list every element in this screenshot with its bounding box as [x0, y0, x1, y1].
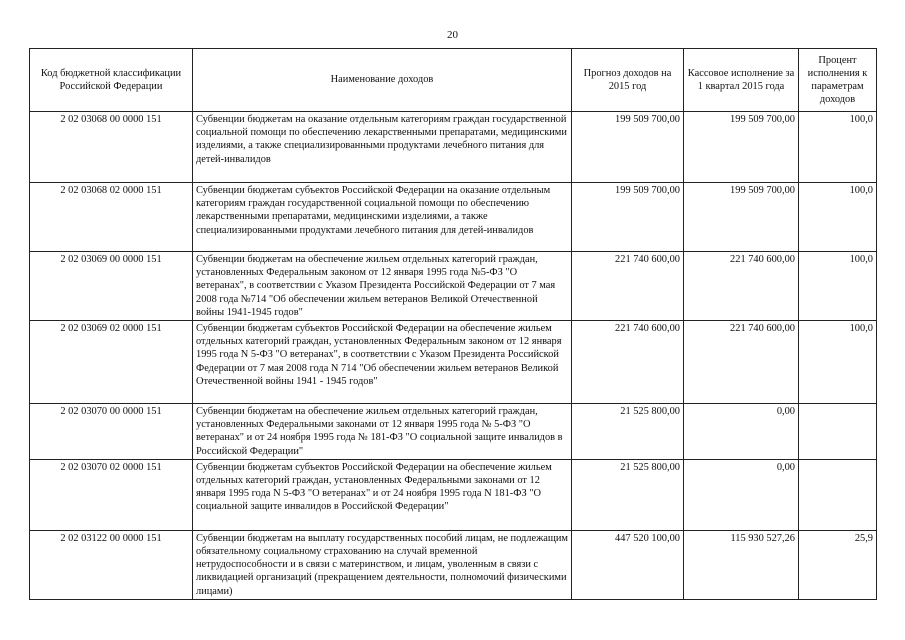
table-row: [30, 530, 877, 599]
table-row: [30, 321, 877, 404]
row-execution: 115 930 527,26: [684, 530, 799, 599]
row-name: Субвенции бюджетам субъектов Российской Федерации на обеспечение жильем отдельных категорий граждан, установленных Федеральным законом от 12 января 1995 года N 5-ФЗ "О ветеранах", в соответствии с Указом Президента Российской Федерации от 7 мая 2008 года N 714 "Об обеспечении жильем ветеранов Великой Отечественной войны 1941 - 1945 годов": [193, 321, 572, 404]
row-percent: 100,0: [799, 183, 877, 252]
row-forecast: 221 740 600,00: [572, 321, 684, 404]
row-code: 2 02 03069 02 0000 151: [30, 321, 193, 404]
row-execution: 0,00: [684, 404, 799, 460]
row-execution: 0,00: [684, 459, 799, 530]
row-forecast: 21 525 800,00: [572, 459, 684, 530]
row-code: 2 02 03068 02 0000 151: [30, 183, 193, 252]
table-row: [30, 112, 877, 183]
row-percent: 100,0: [799, 321, 877, 404]
row-execution: 199 509 700,00: [684, 183, 799, 252]
row-percent: 25,9: [799, 530, 877, 599]
row-name: Субвенции бюджетам субъектов Российской Федерации на оказание отдельным категориям граждан государственной социальной помощи по обеспечению лекарственными препаратами, медицинскими изделиями, а также специализированными продуктами лечебного питания для детей-инвалидов: [193, 183, 572, 252]
table-header-row: [30, 49, 877, 112]
revenue-table: [29, 48, 877, 600]
table-row: [30, 252, 877, 321]
row-execution: 199 509 700,00: [684, 112, 799, 183]
header-code: Код бюджетной классификации Российской Федерации: [30, 49, 193, 112]
header-execution: Кассовое исполнение за 1 квартал 2015 года: [684, 49, 799, 112]
header-forecast: Прогноз доходов на 2015 год: [572, 49, 684, 112]
row-execution: 221 740 600,00: [684, 321, 799, 404]
row-code: 2 02 03068 00 0000 151: [30, 112, 193, 183]
row-forecast: 221 740 600,00: [572, 252, 684, 321]
row-forecast: 199 509 700,00: [572, 183, 684, 252]
row-forecast: 21 525 800,00: [572, 404, 684, 460]
table-row: [30, 459, 877, 530]
row-code: 2 02 03122 00 0000 151: [30, 530, 193, 599]
row-code: 2 02 03070 00 0000 151: [30, 404, 193, 460]
row-code: 2 02 03070 02 0000 151: [30, 459, 193, 530]
row-forecast: 199 509 700,00: [572, 112, 684, 183]
row-name: Субвенции бюджетам на оказание отдельным категориям граждан государственной социальной помощи по обеспечению лекарственными препаратами, медицинскими изделиями, а также специализированными продуктами лечебного питания для детей-инвалидов: [193, 112, 572, 183]
table-row: [30, 404, 877, 460]
row-name: Субвенции бюджетам на выплату государственных пособий лицам, не подлежащим обязательному социальному страхованию на случай временной нетрудоспособности и в связи с материнством, и лицам, уволенным в связи с ликвидацией организаций (прекращением деятельности, полномочий физическими лицами): [193, 530, 572, 599]
row-percent: 100,0: [799, 252, 877, 321]
row-name: Субвенции бюджетам субъектов Российской Федерации на обеспечение жильем отдельных категорий граждан, установленных Федеральными законами от 12 января 1995 года N 5-ФЗ "О ветеранах" и от 24 ноября 1995 года N 181-ФЗ "О социальной защите инвалидов в Российской Федерации": [193, 459, 572, 530]
row-execution: 221 740 600,00: [684, 252, 799, 321]
row-name: Субвенции бюджетам на обеспечение жильем отдельных категорий граждан, установленных Федеральными законами от 12 января 1995 года № 5-ФЗ "О ветеранах" и от 24 ноября 1995 года № 181-ФЗ "О социальной защите инвалидов в Российской Федерации": [193, 404, 572, 460]
table-row: [30, 183, 877, 252]
row-percent: [799, 404, 877, 460]
page-number: 20: [447, 29, 458, 41]
row-name: Субвенции бюджетам на обеспечение жильем отдельных категорий граждан, установленных Федеральным законом от 12 января 1995 года №5-ФЗ "О ветеранах", в соответствии с Указом Президента Российской Федерации от 7 мая 2008 года №714 "Об обеспечении жильем ветеранов Великой Отечественной войны 1941-1945 годов": [193, 252, 572, 321]
row-code: 2 02 03069 00 0000 151: [30, 252, 193, 321]
row-forecast: 447 520 100,00: [572, 530, 684, 599]
header-percent: Процент исполнения к параметрам доходов: [799, 49, 877, 112]
header-name: Наименование доходов: [193, 49, 572, 112]
row-percent: [799, 459, 877, 530]
row-percent: 100,0: [799, 112, 877, 183]
